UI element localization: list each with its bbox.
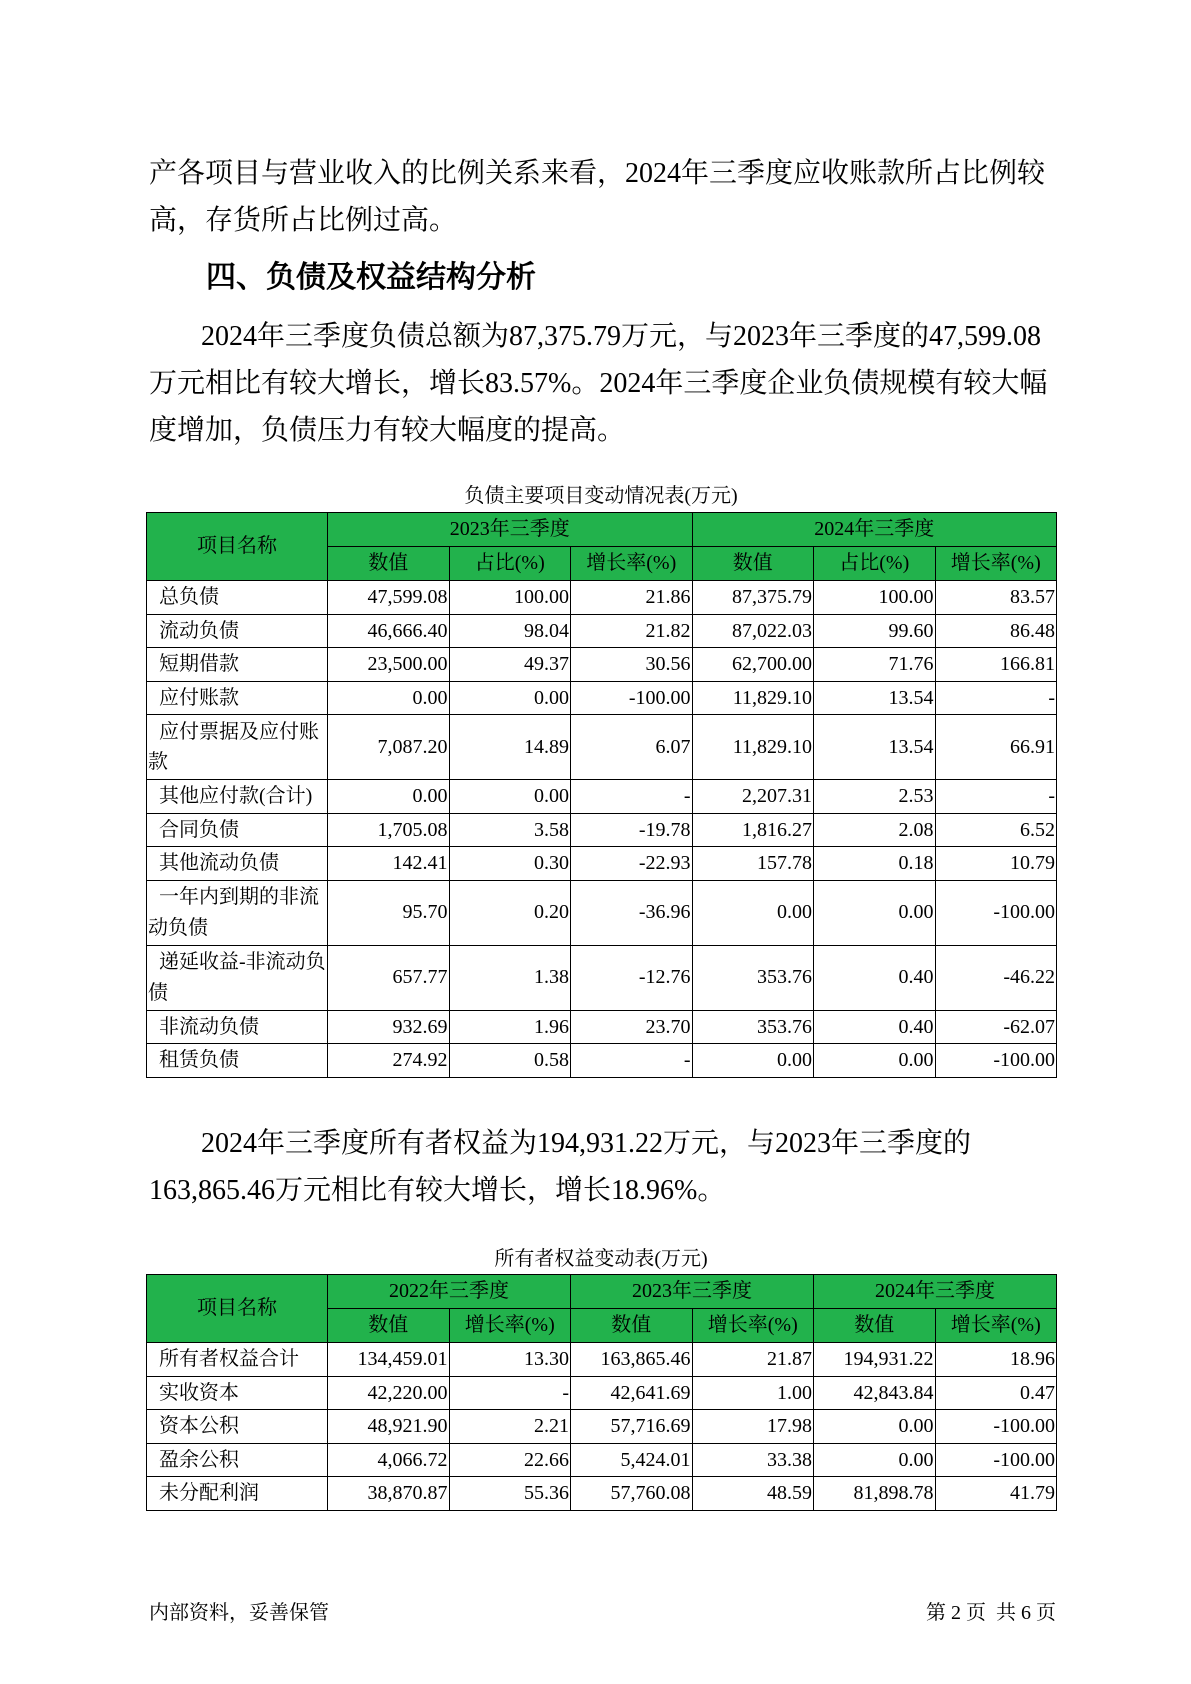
text-line: 163,865.46万元相比有较大增长，增长18.96%。 <box>149 1175 726 1206</box>
text-line: 2024年三季度所有者权益为194,931.22万元，与2023年三季度的 <box>201 1128 972 1159</box>
value-cell: 57,716.69 <box>571 1410 693 1444</box>
value-cell: 13.54 <box>814 715 936 780</box>
column-header-metric: 数值 <box>328 547 450 581</box>
page-number: 第 2 页 共 6 页 <box>926 1602 1056 1624</box>
value-cell: 6.07 <box>571 715 693 780</box>
value-cell: 0.00 <box>449 780 571 814</box>
value-cell: 21.86 <box>571 581 693 615</box>
row-label: 流动负债 <box>147 614 328 648</box>
column-header-period: 2024年三季度 <box>692 513 1057 547</box>
value-cell: 66.91 <box>935 715 1057 780</box>
table-caption: 负债主要项目变动情况表(万元) <box>464 485 738 507</box>
table-row <box>147 648 1057 682</box>
column-header-metric: 增长率(%) <box>449 1309 571 1343</box>
table-caption: 所有者权益变动表(万元) <box>494 1248 708 1270</box>
value-cell: 48,921.90 <box>328 1410 450 1444</box>
table-row <box>147 1343 1057 1377</box>
value-cell: 98.04 <box>449 614 571 648</box>
value-cell: 2.21 <box>449 1410 571 1444</box>
table-row <box>147 681 1057 715</box>
value-cell: - <box>571 1044 693 1078</box>
value-cell: 1,816.27 <box>692 813 814 847</box>
value-cell: 157.78 <box>692 847 814 881</box>
value-cell: 71.76 <box>814 648 936 682</box>
value-cell: 100.00 <box>449 581 571 615</box>
value-cell: 0.00 <box>692 880 814 945</box>
table-row <box>147 813 1057 847</box>
row-label: 未分配利润 <box>147 1477 328 1511</box>
value-cell: 14.89 <box>449 715 571 780</box>
value-cell: 17.98 <box>692 1410 814 1444</box>
value-cell: 99.60 <box>814 614 936 648</box>
table-row <box>147 1477 1057 1511</box>
value-cell: 22.66 <box>449 1443 571 1477</box>
value-cell: -22.93 <box>571 847 693 881</box>
value-cell: 48.59 <box>692 1477 814 1511</box>
value-cell: 47,599.08 <box>328 581 450 615</box>
value-cell: 49.37 <box>449 648 571 682</box>
value-cell: 163,865.46 <box>571 1343 693 1377</box>
value-cell: - <box>449 1376 571 1410</box>
value-cell: 0.00 <box>814 880 936 945</box>
value-cell: - <box>571 780 693 814</box>
value-cell: -12.76 <box>571 945 693 1010</box>
row-label: 非流动负债 <box>147 1010 328 1044</box>
value-cell: 13.30 <box>449 1343 571 1377</box>
value-cell: -100.00 <box>935 1044 1057 1078</box>
table-row <box>147 1010 1057 1044</box>
paragraph-equity <box>149 1120 1089 1214</box>
column-header-metric: 占比(%) <box>449 547 571 581</box>
column-header-period: 2023年三季度 <box>328 513 693 547</box>
value-cell: 23,500.00 <box>328 648 450 682</box>
liabilities-table <box>146 512 1057 1078</box>
value-cell: 11,829.10 <box>692 681 814 715</box>
column-header-item: 项目名称 <box>147 1275 328 1343</box>
row-label: 一年内到期的非流动负债 <box>147 880 328 945</box>
table-row <box>147 1443 1057 1477</box>
text-line: 产各项目与营业收入的比例关系来看，2024年三季度应收账款所占比例较 <box>149 158 1046 189</box>
value-cell: 142.41 <box>328 847 450 881</box>
value-cell: 41.79 <box>935 1477 1057 1511</box>
value-cell: 23.70 <box>571 1010 693 1044</box>
value-cell: 10.79 <box>935 847 1057 881</box>
value-cell: 55.36 <box>449 1477 571 1511</box>
column-header-period: 2022年三季度 <box>328 1275 571 1309</box>
value-cell: 21.87 <box>692 1343 814 1377</box>
column-header-metric: 增长率(%) <box>571 547 693 581</box>
value-cell: -100.00 <box>935 1410 1057 1444</box>
paragraph-liabilities <box>149 313 1089 454</box>
value-cell: 0.18 <box>814 847 936 881</box>
value-cell: 0.30 <box>449 847 571 881</box>
value-cell: 13.54 <box>814 681 936 715</box>
column-header-metric: 数值 <box>692 547 814 581</box>
value-cell: 30.56 <box>571 648 693 682</box>
table-row <box>147 1376 1057 1410</box>
value-cell: 38,870.87 <box>328 1477 450 1511</box>
row-label: 递延收益-非流动负债 <box>147 945 328 1010</box>
row-label: 短期借款 <box>147 648 328 682</box>
value-cell: 7,087.20 <box>328 715 450 780</box>
row-label: 合同负债 <box>147 813 328 847</box>
value-cell: 0.00 <box>814 1443 936 1477</box>
column-header-metric: 增长率(%) <box>935 547 1057 581</box>
value-cell: 194,931.22 <box>814 1343 936 1377</box>
table-row <box>147 780 1057 814</box>
value-cell: 353.76 <box>692 945 814 1010</box>
value-cell: 1.00 <box>692 1376 814 1410</box>
value-cell: 932.69 <box>328 1010 450 1044</box>
section-heading: 四、负债及权益结构分析 <box>206 261 536 294</box>
value-cell: 2,207.31 <box>692 780 814 814</box>
table-row <box>147 847 1057 881</box>
value-cell: -62.07 <box>935 1010 1057 1044</box>
value-cell: 1,705.08 <box>328 813 450 847</box>
value-cell: 0.00 <box>449 681 571 715</box>
value-cell: 87,022.03 <box>692 614 814 648</box>
column-header-metric: 数值 <box>328 1309 450 1343</box>
text-line: 万元相比有较大增长，增长83.57%。2024年三季度企业负债规模有较大幅 <box>149 368 1048 399</box>
text-line: 2024年三季度负债总额为87,375.79万元，与2023年三季度的47,599.08 <box>201 321 1042 352</box>
row-label: 所有者权益合计 <box>147 1343 328 1377</box>
value-cell: 0.00 <box>328 780 450 814</box>
value-cell: -19.78 <box>571 813 693 847</box>
value-cell: 0.40 <box>814 945 936 1010</box>
value-cell: 95.70 <box>328 880 450 945</box>
value-cell: 100.00 <box>814 581 936 615</box>
paragraph-continuation <box>149 150 1089 244</box>
value-cell: 4,066.72 <box>328 1443 450 1477</box>
text-line: 度增加，负债压力有较大幅度的提高。 <box>149 415 626 446</box>
value-cell: 1.38 <box>449 945 571 1010</box>
row-label: 资本公积 <box>147 1410 328 1444</box>
row-label: 租赁负债 <box>147 1044 328 1078</box>
value-cell: 57,760.08 <box>571 1477 693 1511</box>
row-label: 应付账款 <box>147 681 328 715</box>
row-label: 盈余公积 <box>147 1443 328 1477</box>
value-cell: 0.20 <box>449 880 571 945</box>
value-cell: 274.92 <box>328 1044 450 1078</box>
row-label: 实收资本 <box>147 1376 328 1410</box>
column-header-metric: 增长率(%) <box>935 1309 1057 1343</box>
value-cell: 42,641.69 <box>571 1376 693 1410</box>
value-cell: 0.58 <box>449 1044 571 1078</box>
value-cell: 3.58 <box>449 813 571 847</box>
row-label: 总负债 <box>147 581 328 615</box>
value-cell: 42,220.00 <box>328 1376 450 1410</box>
row-label: 其他流动负债 <box>147 847 328 881</box>
table-row <box>147 1044 1057 1078</box>
value-cell: 21.82 <box>571 614 693 648</box>
column-header-period: 2023年三季度 <box>571 1275 814 1309</box>
value-cell: 0.40 <box>814 1010 936 1044</box>
value-cell: 81,898.78 <box>814 1477 936 1511</box>
value-cell: 0.00 <box>814 1044 936 1078</box>
value-cell: -100.00 <box>935 880 1057 945</box>
column-header-period: 2024年三季度 <box>814 1275 1057 1309</box>
value-cell: 83.57 <box>935 581 1057 615</box>
value-cell: 87,375.79 <box>692 581 814 615</box>
table-row <box>147 880 1057 945</box>
value-cell: 42,843.84 <box>814 1376 936 1410</box>
column-header-metric: 数值 <box>814 1309 936 1343</box>
value-cell: -36.96 <box>571 880 693 945</box>
value-cell: 6.52 <box>935 813 1057 847</box>
value-cell: 0.00 <box>692 1044 814 1078</box>
footer-note: 内部资料，妥善保管 <box>149 1602 329 1624</box>
column-header-item: 项目名称 <box>147 513 328 581</box>
column-header-metric: 增长率(%) <box>692 1309 814 1343</box>
value-cell: 134,459.01 <box>328 1343 450 1377</box>
value-cell: - <box>935 681 1057 715</box>
value-cell: 46,666.40 <box>328 614 450 648</box>
value-cell: 86.48 <box>935 614 1057 648</box>
table-body <box>147 581 1057 1078</box>
table-row <box>147 614 1057 648</box>
table-row <box>147 581 1057 615</box>
value-cell: -100.00 <box>935 1443 1057 1477</box>
value-cell: 353.76 <box>692 1010 814 1044</box>
value-cell: 5,424.01 <box>571 1443 693 1477</box>
column-header-metric: 占比(%) <box>814 547 936 581</box>
page-footer <box>149 1601 1056 1625</box>
table-body <box>147 1343 1057 1511</box>
column-header-metric: 数值 <box>571 1309 693 1343</box>
value-cell: 166.81 <box>935 648 1057 682</box>
table-row <box>147 945 1057 1010</box>
row-label: 应付票据及应付账款 <box>147 715 328 780</box>
value-cell: -100.00 <box>571 681 693 715</box>
value-cell: 62,700.00 <box>692 648 814 682</box>
value-cell: 657.77 <box>328 945 450 1010</box>
value-cell: - <box>935 780 1057 814</box>
row-label: 其他应付款(合计) <box>147 780 328 814</box>
text-line: 高，存货所占比例过高。 <box>149 205 458 236</box>
value-cell: 1.96 <box>449 1010 571 1044</box>
equity-table <box>146 1274 1057 1511</box>
table-row <box>147 1410 1057 1444</box>
value-cell: 2.53 <box>814 780 936 814</box>
value-cell: 0.47 <box>935 1376 1057 1410</box>
value-cell: 0.00 <box>328 681 450 715</box>
value-cell: 18.96 <box>935 1343 1057 1377</box>
value-cell: 2.08 <box>814 813 936 847</box>
value-cell: 0.00 <box>814 1410 936 1444</box>
value-cell: 33.38 <box>692 1443 814 1477</box>
value-cell: -46.22 <box>935 945 1057 1010</box>
value-cell: 11,829.10 <box>692 715 814 780</box>
table-row <box>147 715 1057 780</box>
